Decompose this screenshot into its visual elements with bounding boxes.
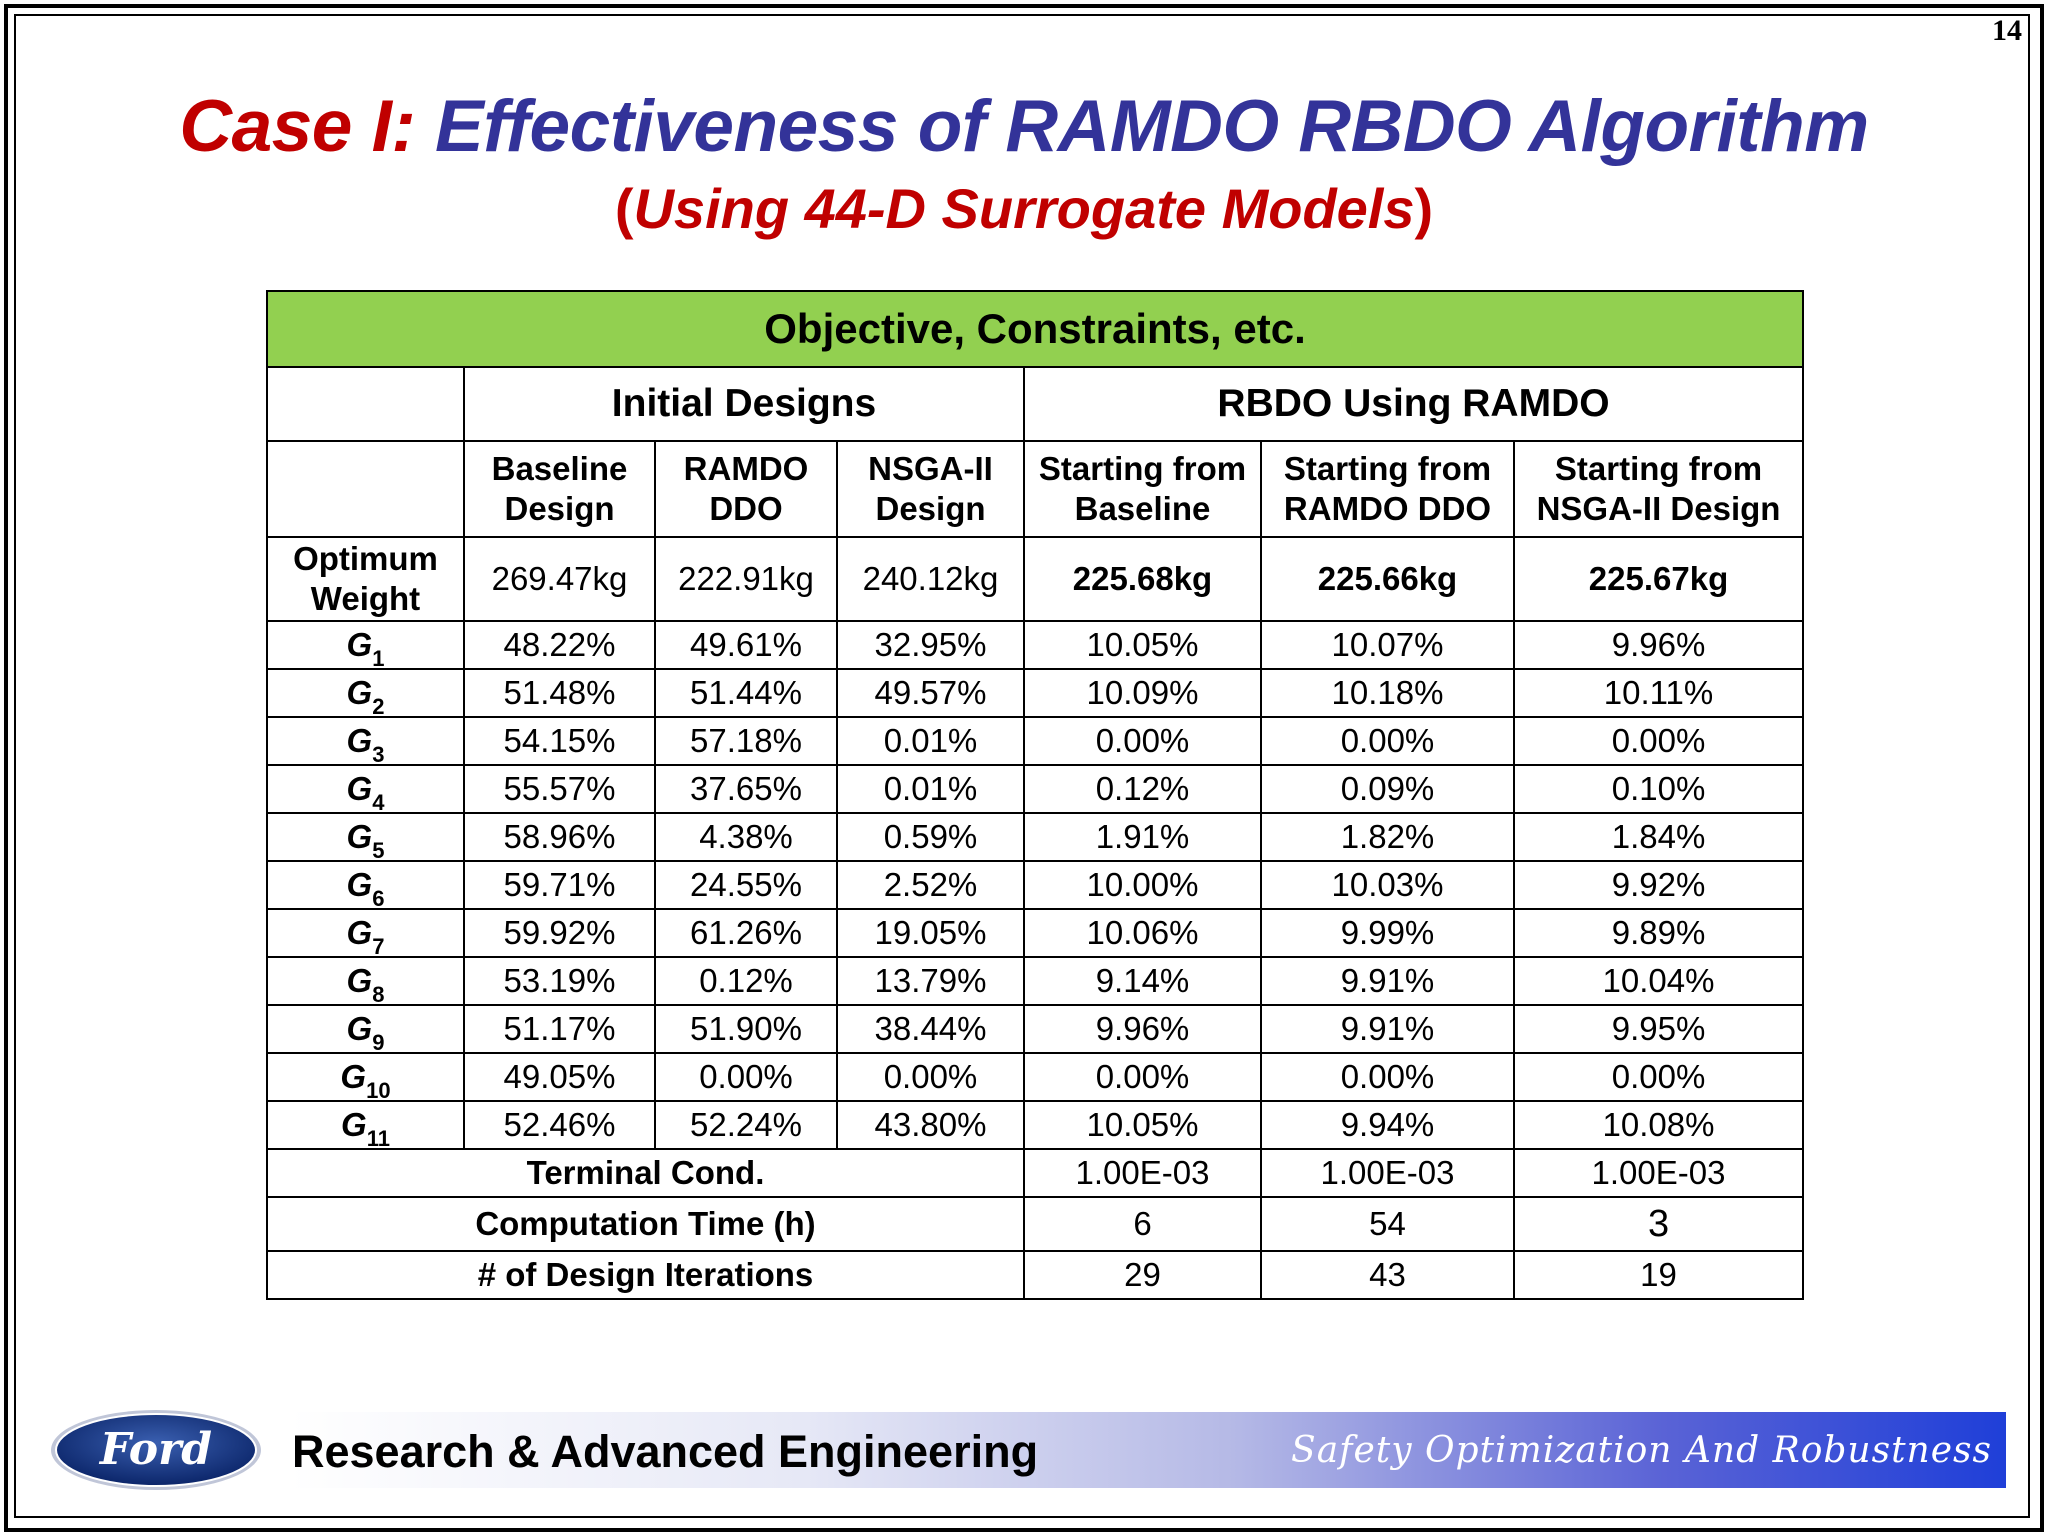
col-header-line1: Starting from <box>1283 450 1492 487</box>
constraint-symbol: G <box>346 674 373 711</box>
summary-cell: 6 <box>1024 1197 1261 1251</box>
col-starting-from-nsga-ii <box>1514 441 1803 537</box>
constraint-cell: 52.46% <box>464 1101 655 1149</box>
subtitle-close-paren: ) <box>1414 177 1434 240</box>
group-header-row <box>267 367 1803 441</box>
col-header-line1: Starting from <box>1554 450 1763 487</box>
group-initial-designs: Initial Designs <box>464 367 1024 441</box>
constraint-symbol: G <box>341 1106 367 1143</box>
constraint-subscript: 9 <box>372 1030 385 1055</box>
constraint-label <box>267 765 464 813</box>
group-rbdo-using-ramdo: RBDO Using RAMDO <box>1024 367 1803 441</box>
constraint-subscript: 10 <box>366 1078 391 1103</box>
summary-row <box>267 1251 1803 1299</box>
constraint-cell: 51.48% <box>464 669 655 717</box>
col-header-line1: Starting from <box>1038 450 1247 487</box>
col-starting-from-baseline <box>1024 441 1261 537</box>
summary-cell: 54 <box>1261 1197 1514 1251</box>
constraint-cell: 10.05% <box>1024 1101 1261 1149</box>
col-baseline-design <box>464 441 655 537</box>
constraint-label <box>267 813 464 861</box>
constraint-cell: 10.07% <box>1261 621 1514 669</box>
constraint-subscript: 5 <box>372 838 385 863</box>
constraint-row <box>267 765 1803 813</box>
constraint-cell: 0.00% <box>1261 1053 1514 1101</box>
constraint-cell: 10.11% <box>1514 669 1803 717</box>
constraint-row <box>267 1005 1803 1053</box>
constraint-cell: 38.44% <box>837 1005 1024 1053</box>
constraint-cell: 0.00% <box>1514 1053 1803 1101</box>
constraint-cell: 51.90% <box>655 1005 837 1053</box>
col-header-line2: NSGA-II Design <box>1536 490 1781 527</box>
constraint-symbol: G <box>346 770 373 807</box>
col-header-line2: DDO <box>709 490 783 527</box>
constraint-cell: 10.06% <box>1024 909 1261 957</box>
ford-logo-icon <box>48 1408 264 1492</box>
constraint-cell: 4.38% <box>655 813 837 861</box>
constraint-label <box>267 861 464 909</box>
constraint-cell: 9.91% <box>1261 957 1514 1005</box>
summary-label: # of Design Iterations <box>267 1251 1024 1299</box>
constraint-cell: 9.99% <box>1261 909 1514 957</box>
constraint-symbol: G <box>346 1010 373 1047</box>
constraint-cell: 55.57% <box>464 765 655 813</box>
ford-logo-text: Ford <box>99 1424 213 1475</box>
summary-cell: 19 <box>1514 1251 1803 1299</box>
summary-cell: 29 <box>1024 1251 1261 1299</box>
constraint-row <box>267 717 1803 765</box>
constraint-cell: 10.08% <box>1514 1101 1803 1149</box>
constraint-row <box>267 813 1803 861</box>
slide-subtitle <box>0 172 2048 246</box>
constraint-cell: 48.22% <box>464 621 655 669</box>
summary-label: Terminal Cond. <box>267 1149 1024 1197</box>
constraint-label <box>267 1053 464 1101</box>
weight-cell: 225.66kg <box>1261 537 1514 621</box>
constraint-label <box>267 909 464 957</box>
constraint-cell: 58.96% <box>464 813 655 861</box>
constraint-cell: 10.00% <box>1024 861 1261 909</box>
constraint-label <box>267 1101 464 1149</box>
constraint-cell: 10.18% <box>1261 669 1514 717</box>
constraint-symbol: G <box>346 914 373 951</box>
constraint-row <box>267 669 1803 717</box>
constraint-cell: 0.00% <box>1024 717 1261 765</box>
constraint-subscript: 2 <box>372 694 385 719</box>
column-header-row <box>267 441 1803 537</box>
title-prefix: Case I: <box>179 86 416 167</box>
constraint-label <box>267 669 464 717</box>
empty-label-cell <box>267 441 464 537</box>
constraint-cell: 49.05% <box>464 1053 655 1101</box>
constraint-cell: 13.79% <box>837 957 1024 1005</box>
constraint-cell: 51.17% <box>464 1005 655 1053</box>
constraint-cell: 9.89% <box>1514 909 1803 957</box>
summary-row <box>267 1149 1803 1197</box>
constraint-cell: 49.61% <box>655 621 837 669</box>
constraint-subscript: 4 <box>372 790 385 815</box>
constraint-cell: 0.10% <box>1514 765 1803 813</box>
summary-label: Computation Time (h) <box>267 1197 1024 1251</box>
constraint-cell: 0.00% <box>655 1053 837 1101</box>
constraint-cell: 0.00% <box>1024 1053 1261 1101</box>
constraint-cell: 0.00% <box>1261 717 1514 765</box>
col-header-line2: Baseline <box>1074 490 1211 527</box>
col-header-line2: RAMDO DDO <box>1283 490 1492 527</box>
constraint-cell: 0.12% <box>655 957 837 1005</box>
constraint-subscript: 6 <box>372 886 385 911</box>
constraint-row <box>267 861 1803 909</box>
subtitle-text: Using 44-D Surrogate Models <box>633 177 1415 240</box>
col-starting-from-ramdo-ddo <box>1261 441 1514 537</box>
summary-cell: 1.00E-03 <box>1261 1149 1514 1197</box>
constraint-label <box>267 1005 464 1053</box>
weight-cell: 225.68kg <box>1024 537 1261 621</box>
weight-row-label <box>267 537 464 621</box>
constraint-cell: 0.00% <box>1514 717 1803 765</box>
constraint-symbol: G <box>346 818 373 855</box>
constraint-cell: 9.95% <box>1514 1005 1803 1053</box>
col-header-line1: Baseline <box>491 450 628 487</box>
weight-cell: 225.67kg <box>1514 537 1803 621</box>
constraint-cell: 37.65% <box>655 765 837 813</box>
constraint-label <box>267 957 464 1005</box>
subtitle-open-paren: ( <box>614 177 634 240</box>
constraint-symbol: G <box>346 722 373 759</box>
constraint-cell: 52.24% <box>655 1101 837 1149</box>
constraint-cell: 57.18% <box>655 717 837 765</box>
constraint-cell: 1.91% <box>1024 813 1261 861</box>
summary-cell: 1.00E-03 <box>1514 1149 1803 1197</box>
constraint-row <box>267 1053 1803 1101</box>
constraint-cell: 1.84% <box>1514 813 1803 861</box>
empty-corner-cell <box>267 367 464 441</box>
col-ramdo-ddo <box>655 441 837 537</box>
constraint-cell: 2.52% <box>837 861 1024 909</box>
weight-label-line1: Optimum <box>293 540 438 577</box>
constraint-cell: 9.94% <box>1261 1101 1514 1149</box>
weight-cell: 269.47kg <box>464 537 655 621</box>
constraint-cell: 61.26% <box>655 909 837 957</box>
table-header-row <box>267 291 1803 367</box>
constraint-subscript: 11 <box>366 1126 390 1151</box>
constraint-symbol: G <box>346 626 373 663</box>
constraint-cell: 10.03% <box>1261 861 1514 909</box>
constraint-row <box>267 621 1803 669</box>
constraint-label <box>267 717 464 765</box>
constraint-row <box>267 1101 1803 1149</box>
constraint-symbol: G <box>340 1058 367 1095</box>
summary-cell: 1.00E-03 <box>1024 1149 1261 1197</box>
constraint-cell: 59.92% <box>464 909 655 957</box>
constraint-cell: 9.14% <box>1024 957 1261 1005</box>
constraint-symbol: G <box>346 962 373 999</box>
constraint-label <box>267 621 464 669</box>
constraint-cell: 0.09% <box>1261 765 1514 813</box>
summary-row <box>267 1197 1803 1251</box>
constraint-subscript: 7 <box>372 934 385 959</box>
constraint-cell: 10.05% <box>1024 621 1261 669</box>
slide-number: 14 <box>1992 14 2022 47</box>
constraint-cell: 54.15% <box>464 717 655 765</box>
constraint-row <box>267 957 1803 1005</box>
constraint-row <box>267 909 1803 957</box>
constraint-cell: 49.57% <box>837 669 1024 717</box>
constraint-symbol: G <box>346 866 373 903</box>
constraint-cell: 32.95% <box>837 621 1024 669</box>
col-header-line2: Design <box>875 490 986 527</box>
constraint-cell: 9.91% <box>1261 1005 1514 1053</box>
constraint-cell: 19.05% <box>837 909 1024 957</box>
constraint-cell: 51.44% <box>655 669 837 717</box>
weight-label-line2: Weight <box>310 580 421 617</box>
constraint-cell: 0.12% <box>1024 765 1261 813</box>
col-header-line1: RAMDO <box>683 450 809 487</box>
footer-left-text: Research & Advanced Engineering <box>292 1426 1039 1477</box>
weight-cell: 222.91kg <box>655 537 837 621</box>
constraint-cell: 0.01% <box>837 765 1024 813</box>
constraint-cell: 10.04% <box>1514 957 1803 1005</box>
col-header-line2: Design <box>504 490 615 527</box>
constraint-cell: 24.55% <box>655 861 837 909</box>
footer-right-text: Safety Optimization And Robustness <box>1291 1430 1992 1471</box>
summary-cell: 43 <box>1261 1251 1514 1299</box>
weight-row <box>267 537 1803 621</box>
slide-title <box>0 82 2048 172</box>
constraint-cell: 9.92% <box>1514 861 1803 909</box>
col-header-line1: NSGA-II <box>868 450 993 487</box>
summary-cell: 3 <box>1514 1197 1803 1251</box>
constraint-cell: 1.82% <box>1261 813 1514 861</box>
results-table <box>266 290 1804 1300</box>
constraint-cell: 0.01% <box>837 717 1024 765</box>
constraint-cell: 9.96% <box>1024 1005 1261 1053</box>
constraint-cell: 10.09% <box>1024 669 1261 717</box>
weight-cell: 240.12kg <box>837 537 1024 621</box>
constraint-cell: 0.59% <box>837 813 1024 861</box>
title-main: Effectiveness of RAMDO RBDO Algorithm <box>415 86 1869 167</box>
constraint-cell: 59.71% <box>464 861 655 909</box>
constraint-subscript: 3 <box>372 742 385 767</box>
col-nsga-ii-design <box>837 441 1024 537</box>
table-header: Objective, Constraints, etc. <box>267 291 1803 367</box>
constraint-cell: 43.80% <box>837 1101 1024 1149</box>
constraint-cell: 53.19% <box>464 957 655 1005</box>
constraint-subscript: 8 <box>372 982 385 1007</box>
constraint-cell: 0.00% <box>837 1053 1024 1101</box>
constraint-cell: 9.96% <box>1514 621 1803 669</box>
constraint-subscript: 1 <box>372 646 385 671</box>
